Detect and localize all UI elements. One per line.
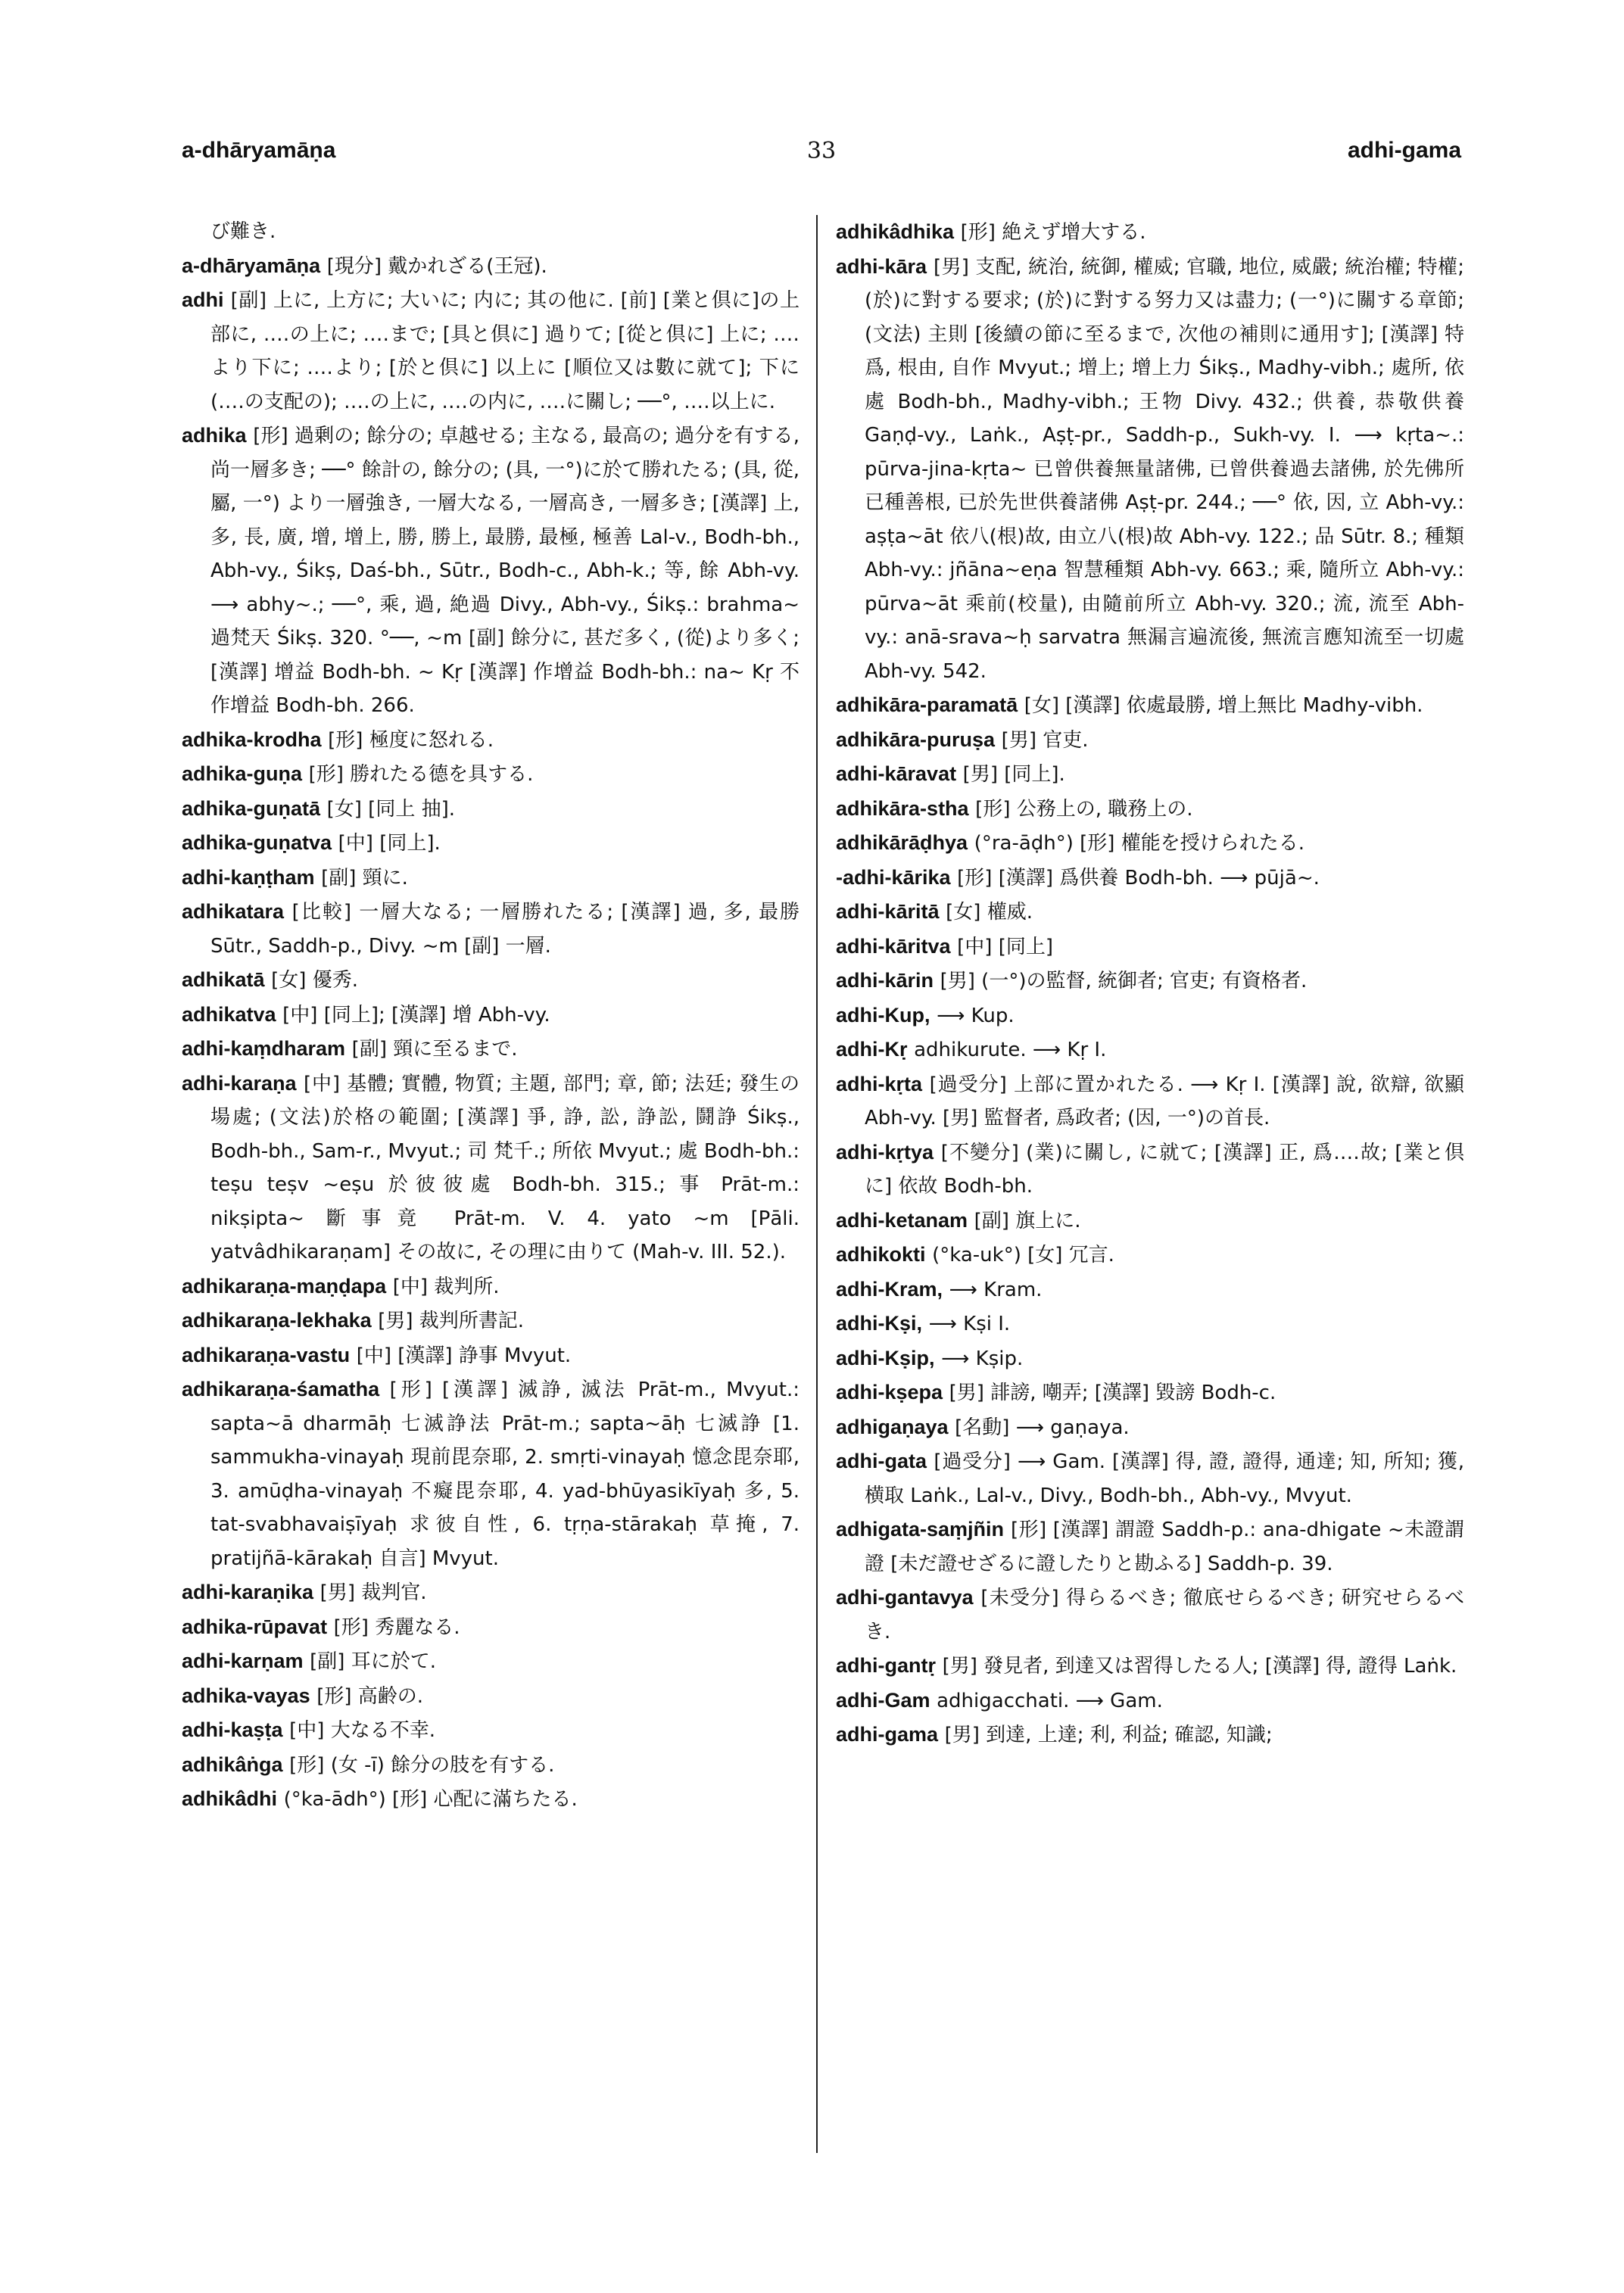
entry-headword: adhi-karaṇika [182, 1581, 314, 1603]
entry-definition: adhigacchati. ⟶ Gam. [937, 1689, 1163, 1712]
dictionary-entry [182, 723, 800, 758]
entry-headword: adhi-kārin [836, 969, 934, 992]
entry-headword: adhi [182, 288, 224, 311]
entry-headword: adhika-guṇatā [182, 796, 321, 820]
column-divider [816, 215, 818, 2153]
entry-headword: adhi-gantavya [836, 1586, 974, 1609]
dictionary-entry [182, 1032, 800, 1067]
entry-headword: adhi-kaṣṭa [182, 1718, 283, 1741]
entry-definition: [男] 裁判所書記. [378, 1310, 525, 1332]
dictionary-entry [182, 1270, 800, 1304]
entry-headword: adhi-kāritā [836, 900, 940, 923]
entry-headword: adhi-Kṣip, [836, 1346, 935, 1369]
entry-headword: adhikārāḍhya [836, 831, 968, 854]
dictionary-entry [182, 1782, 800, 1817]
dictionary-entry [182, 215, 800, 249]
entry-definition: [男] 誹謗, 嘲弄; [漢譯] 毀謗 Bodh-c. [949, 1382, 1276, 1404]
entry-headword: adhika-guṇa [182, 762, 303, 785]
dictionary-entry [836, 861, 1464, 896]
entry-definition: [男] 到達, 上達; 利, 利益; 確認, 知識; [944, 1724, 1273, 1746]
entry-headword: adhikaraṇa-maṇḍapa [182, 1274, 387, 1298]
entry-headword: adhikâdhika [836, 220, 955, 243]
dictionary-entry [836, 1341, 1464, 1376]
entry-definition: [中] 大なる不幸. [289, 1719, 435, 1742]
dictionary-entry [836, 1273, 1464, 1307]
entry-definition: [形] [漢譯] 爲供養 Bodh-bh. ⟶ pūjā~. [957, 866, 1320, 889]
entry-definition: [形] [漢譯] 滅諍, 滅法 Prāt-m., Mvyut.: sapta~ā dharmāḥ 七滅諍法 Prāt-m.; sapta~āḥ 七滅諍 [1. sammukha-vinayaḥ 現前毘奈耶, 2. smṛti-vinayaḥ 憶念毘奈耶, 3. amūḍha-vinayaḥ 不癡毘奈耶, 4. yad-bhūyasikīyaḥ 多, 5. tat-svabhavaiṣīyaḥ 求彼自性, 6. tṛṇa-stārakaḥ 草掩, 7. pratijñā-kārakaḥ 自言] Mvyut. [210, 1379, 800, 1570]
entry-headword: adhi-kāritva [836, 934, 951, 958]
entry-definition: [形] 過剰の; 餘分の; 卓越せる; 主なる, 最高の; 過分を有する, 尚一層多き; ──° 餘計の, 餘分の; (具, 一°)に於て勝れたる; (具, 從, 屬, 一°) より一層強き, 一層大なる, 一層高き, 一層多き; [漢譯] 上, 多, 長, 廣, 增, 增上, 勝, 勝上, 最勝, 最極, 極善 Lal-v., Bodh-bh., Abh-vy., Śikṣ, Daś-bh., Sūtr., Bodh-c., Abh-k.; 等, 餘 Abh-vy. ⟶ abhy~.; ──°, 乘, 過, 絶過 Divy., Abh-vy., Śikṣ.: brahma~過梵天 Śikṣ. 320. °──, ~m [副] 餘分に, 甚だ多く, (從)より多く; [漢譯] 增益 Bodh-bh. ~ Kṛ [漢譯] 作增益 Bodh-bh.: na~ Kṛ 不作增益 Bodh-bh. 266. [210, 425, 800, 717]
entry-headword: adhi-Kṛ [836, 1038, 908, 1061]
dictionary-entry [836, 1649, 1464, 1684]
entry-headword: adhi-kaṃdharam [182, 1037, 346, 1060]
dictionary-entry [836, 1410, 1464, 1445]
entry-definition: [男] 發見者, 到達又は習得したる人; [漢譯] 得, 證得 Laṅk. [942, 1655, 1457, 1678]
entry-headword: adhi-gama [836, 1723, 939, 1746]
entry-headword: adhikaraṇa-lekhaka [182, 1309, 372, 1332]
entry-headword: adhikatara [182, 900, 285, 923]
dictionary-entry [836, 1375, 1464, 1410]
dictionary-entry [182, 1067, 800, 1270]
entry-headword: adhikâdhi [182, 1787, 278, 1810]
entry-definition: [女] [同上 抽]. [326, 797, 455, 821]
entry-definition: [男] 支配, 統治, 統御, 權威; 官職, 地位, 威嚴; 統治權; 特權; (於)に對する要求; (於)に對する努力又は盡力; (一°)に關する章節; (文法) 主則 [後續の節に至るまで, 次他の補則に通用す]; [漢譯] 特爲, 根由, 自作 Mvyut.; 增上; 增上力 Śikṣ., Madhy-vibh.; 處所, 依處 Bodh-bh., Madhy-vibh.; 王物 Divy. 432.; 供養, 恭敬供養 Gaṇḍ-vy., Laṅk., Aṣṭ-pr., Saddh-p., Sukh-vy. I. ⟶ kṛta~.: pūrva-jina-kṛta~ 已曾供養無量諸佛, 已曾供養過去諸佛, 於先佛所已種善根, 已於先世供養諸佛 Aṣṭ-pr. 244.; ──° 依, 因, 立 Abh-vy.: aṣṭa~āt 依八(根)故, 由立八(根)故 Abh-vy. 122.; 品 Sūtr. 8.; 種類 Abh-vy.: jñāna~eṇa 智慧種類 Abh-vy. 663.; 乘, 隨所立 Abh-vy.: pūrva~āt 乘前(校量), 由隨前所立 Abh-vy. 320.; 流, 流至 Abh-vy.: anā-srava~ḥ sarvatra 無漏言遍流後, 無流言應知流至一切處 Abh-vy. 542. [865, 255, 1464, 683]
entry-headword: adhikaraṇa-vastu [182, 1343, 351, 1366]
entry-headword: adhi-kṛtya [836, 1140, 934, 1164]
dictionary-entry [182, 1748, 800, 1783]
entry-definition: [男] [同上]. [962, 763, 1065, 786]
page-number: 33 [806, 138, 837, 164]
dictionary-entry [836, 757, 1464, 792]
entry-definition: [副] 旗上に. [974, 1209, 1081, 1232]
right-column [836, 215, 1464, 2198]
entry-headword: adhi-karṇam [182, 1650, 304, 1672]
entry-headword: adhi-Gam [836, 1688, 930, 1712]
entry-headword: adhikāra-paramatā [836, 693, 1018, 716]
dictionary-entry [836, 1067, 1464, 1136]
running-head-left: a-dhāryamāṇa [182, 138, 336, 163]
entry-definition: [形] (女 -ī) 餘分の肢を有する. [289, 1753, 555, 1777]
dictionary-entry [836, 792, 1464, 827]
dictionary-entry [836, 826, 1464, 861]
dictionary-entry [836, 1204, 1464, 1238]
dictionary-entry [836, 999, 1464, 1033]
dictionary-entry [836, 1136, 1464, 1204]
dictionary-entry [182, 1372, 800, 1575]
entry-headword: adhi-kaṇṭham [182, 865, 315, 889]
entry-definition: ⟶ Kup. [937, 1004, 1015, 1027]
dictionary-entry [836, 250, 1464, 689]
entry-definition: [未受分] 得らるべき; 徹底せらるべき; 研究せらるべき. [865, 1587, 1464, 1643]
dictionary-entry [836, 1033, 1464, 1067]
dictionary-entry [182, 895, 800, 963]
entry-headword: adhi-kṛta [836, 1072, 923, 1095]
entry-headword: adhikatā [182, 968, 265, 991]
dictionary-entry [836, 895, 1464, 930]
entry-definition: [名動] ⟶ gaṇaya. [955, 1416, 1130, 1439]
entry-headword: -adhi-kārika [836, 865, 951, 889]
entry-definition: (°ra-āḍh°) [形] 權能を授けられたる. [974, 832, 1304, 855]
entry-headword: adhikāra-stha [836, 796, 969, 820]
dictionary-entry [182, 249, 800, 284]
entry-headword: adhikâṅga [182, 1752, 283, 1776]
entry-definition: ⟶ Kṣi I. [928, 1313, 1011, 1335]
entry-headword: a-dhāryamāṇa [182, 254, 321, 277]
dictionary-entry [182, 1610, 800, 1645]
dictionary-entry [182, 1679, 800, 1714]
entry-headword: adhi-kāra [836, 254, 927, 278]
dictionary-entry [182, 963, 800, 998]
entry-headword: adhi-gantṛ [836, 1654, 936, 1677]
dictionary-entry [182, 861, 800, 896]
dictionary-entry [836, 215, 1464, 250]
entry-headword: adhi-kṣepa [836, 1381, 943, 1404]
entry-definition: [女] 權威. [946, 901, 1033, 924]
left-column [182, 215, 800, 2198]
entry-definition: [不變分] (業)に關し, に就て; [漢譯] 正, 爲‥‥故; [業と倶に] 依故 Bodh-bh. [865, 1141, 1464, 1198]
entry-headword: adhigaṇaya [836, 1415, 949, 1438]
entry-definition: [副] 耳に於て. [310, 1650, 436, 1673]
dictionary-entry [836, 964, 1464, 999]
page-header [182, 138, 1461, 183]
entry-definition: [過受分] ⟶ Gam. [漢譯] 得, 證, 證得, 通達; 知, 所知; 獲, 横取 Laṅk., Lal-v., Divy., Bodh-bh., Abh-vy., Mvyut. [865, 1450, 1464, 1507]
dictionary-entry [836, 1513, 1464, 1581]
entry-headword: adhika [182, 424, 247, 447]
entry-definition: [過受分] 上部に置かれたる. ⟶ Kṛ I. [漢譯] 說, 欲辯, 欲顯 Abh-vy. [男] 監督者, 爲政者; (因, 一°)の首長. [865, 1073, 1464, 1129]
dictionary-entry [182, 1304, 800, 1338]
dictionary-entry [836, 723, 1464, 758]
entry-definition: [形] 公務上の, 職務上の. [975, 797, 1193, 821]
entry-headword: adhi-Kram, [836, 1277, 943, 1301]
dictionary-entry [182, 1713, 800, 1748]
entry-headword: adhika-krodha [182, 727, 322, 751]
dictionary-entry [836, 1718, 1464, 1752]
entry-definition: [男] 官吏. [1001, 728, 1089, 752]
dictionary-entry [836, 1444, 1464, 1513]
entry-headword: adhi-kāravat [836, 762, 957, 785]
dictionary-entry [182, 757, 800, 792]
entry-definition: (°ka-ādh°) [形] 心配に滿ちたる. [283, 1788, 578, 1811]
entry-definition: [現分] 戴かれざる(王冠). [326, 254, 547, 278]
entry-headword: adhika-rūpavat [182, 1615, 328, 1638]
entry-headword: adhi-karaṇa [182, 1071, 297, 1095]
entry-headword: adhika-vayas [182, 1684, 310, 1707]
entry-definition: [比較] 一層大なる; 一層勝れたる; [漢譯] 過, 多, 最勝 Sūtr., Saddh-p., Divy. ~m [副] 一層. [210, 901, 800, 958]
entry-definition: [形] [漢譯] 謂證 Saddh-p.: ana-dhigate ~未證謂證 [未だ證せざるに證したりと勘ふる] Saddh-p. 39. [865, 1519, 1464, 1575]
entry-definition: [中] 基體; 實體, 物質; 主題, 部門; 章, 節; 法廷; 發生の場處; (文法)於格の範圍; [漢譯] 爭, 諍, 訟, 諍訟, 鬪諍 Śikṣ., Bodh-bh., Sam-r., Mvyut.; 司 梵千.; 所依 Mvyut.; 處 Bodh-bh.: teṣu teṣv ~eṣu 於彼彼處 Bodh-bh. 315.; 事 Prāt-m.: nikṣipta~ 斷事竟 Prāt-m. V. 4. yato ~m [Pāli. yatvâdhikaraṇam] その故に, その理に由りて (Mah-v. III. 52.). [210, 1072, 800, 1263]
dictionary-entry [182, 1338, 800, 1373]
dictionary-entry [836, 688, 1464, 723]
running-head-right: adhi-gama [1347, 138, 1461, 163]
entry-definition: [女] [漢譯] 依處最勝, 增上無比 Madhy-vibh. [1024, 694, 1423, 717]
dictionary-entry [182, 283, 800, 419]
entry-headword: adhi-gata [836, 1450, 927, 1472]
entry-definition: び難き. [210, 220, 276, 243]
entry-headword: adhi-Kup, [836, 1003, 930, 1027]
entry-definition: [形] 極度に怒れる. [328, 728, 494, 752]
entry-definition: [女] 優秀. [271, 969, 358, 992]
dictionary-entry [182, 792, 800, 827]
entry-definition: [形] 秀麗なる. [333, 1615, 460, 1639]
dictionary-entry [836, 1684, 1464, 1718]
dictionary-entry [182, 826, 800, 861]
entry-definition: adhikurute. ⟶ Kṛ I. [914, 1039, 1107, 1061]
entry-headword: adhi-ketanam [836, 1208, 968, 1232]
entry-headword: adhigata-saṃjñin [836, 1518, 1005, 1541]
dictionary-entry [836, 1581, 1464, 1649]
entry-headword: adhika-guṇatva [182, 831, 332, 854]
dictionary-entry [182, 1575, 800, 1610]
entry-definition: ⟶ Kram. [949, 1278, 1043, 1301]
entry-definition: [中] [漢譯] 諍事 Mvyut. [356, 1344, 572, 1367]
entry-definition: [中] [同上]; [漢譯] 增 Abh-vy. [282, 1003, 550, 1027]
dictionary-entry [182, 1644, 800, 1679]
entry-definition: [男] 裁判官. [320, 1581, 427, 1604]
dictionary-entry [182, 419, 800, 723]
entry-headword: adhikatva [182, 1002, 276, 1026]
entry-headword: adhikokti [836, 1243, 926, 1266]
dictionary-entry [182, 998, 800, 1033]
dictionary-entry [836, 1238, 1464, 1273]
entry-definition: (°ka-uk°) [女] 冗言. [932, 1244, 1114, 1266]
entry-headword: adhikaraṇa-śamatha [182, 1378, 380, 1400]
entry-definition: [形] 絶えず增大する. [960, 221, 1146, 244]
entry-definition: [副] 頸に. [321, 866, 408, 889]
entry-headword: adhi-Kṣi, [836, 1312, 923, 1335]
entry-headword: adhikāra-puruṣa [836, 727, 996, 751]
entry-definition: [副] 上に, 上方に; 大いに; 内に; 其の他に. [前] [業と倶に]の上部に, ‥‥の上に; ‥‥まで; [具と倶に] 過りて; [從と倶に] 上に; ‥‥より下に; ‥‥より; [於と倶に] 以上に [順位又は數に就て]; 下に (‥‥の支配の); ‥‥の上に, ‥‥の内に, ‥‥に關し; ──°, ‥‥以上に. [210, 289, 800, 413]
entry-definition: [中] [同上] [957, 935, 1053, 958]
entry-definition: [中] 裁判所. [392, 1275, 500, 1298]
entry-definition: ⟶ Kṣip. [941, 1347, 1024, 1370]
entry-definition: [副] 頸に至るまで. [351, 1038, 518, 1061]
entry-definition: [形] 勝れたる德を具する. [308, 763, 534, 786]
entry-definition: [中] [同上]. [338, 832, 441, 855]
entry-definition: [男] (一°)の監督, 統御者; 官吏; 有資格者. [940, 970, 1308, 992]
entry-definition: [形] 高齢の. [316, 1684, 424, 1708]
dictionary-entry [836, 930, 1464, 964]
dictionary-entry [836, 1307, 1464, 1341]
